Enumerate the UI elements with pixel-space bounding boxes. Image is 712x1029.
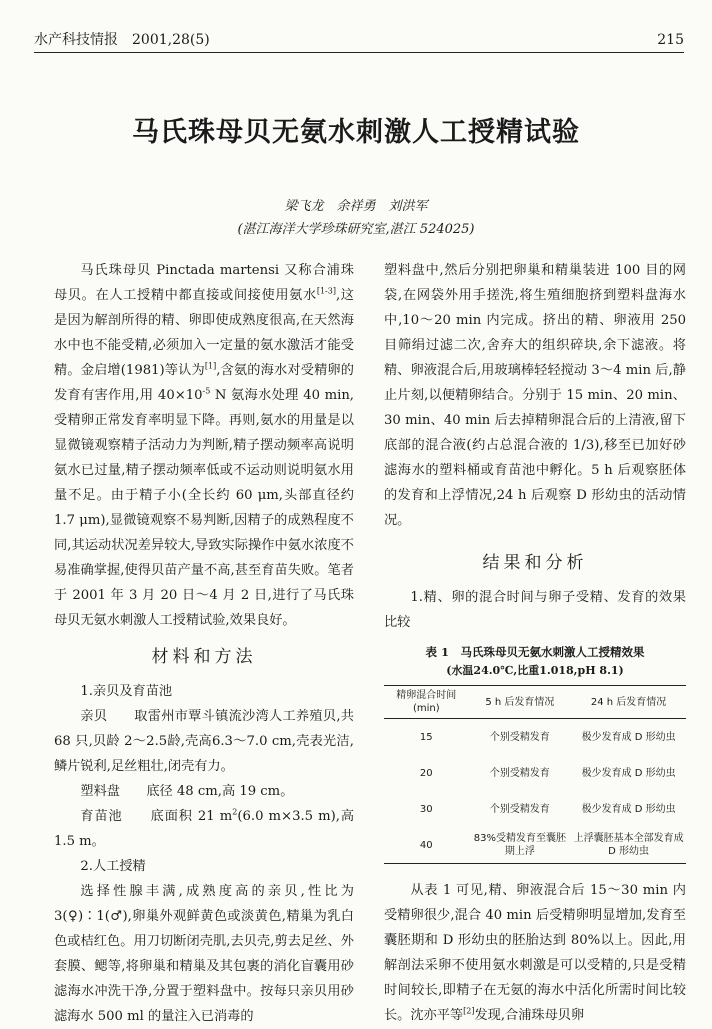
affiliation: (湛江海洋大学珍珠研究室,湛江 524025) [237,222,475,237]
running-header [34,30,684,53]
table-header-row [384,686,686,719]
paragraph-tray: 塑料盘 底径 48 cm,高 19 cm。 [80,784,294,799]
table-conditions: (水温24.0℃,比重1.018,pH 8.1) [446,664,624,677]
table-row [384,791,686,827]
citation: [2] [463,1006,475,1016]
paragraph-results: 从表 1 可见,精、卵液混合后 15～30 min 内受精卵很少,混合 40 min 后受精卵明显增加,发育至囊胚期和 D 形幼虫的胚胎达到 80%以上。因此,用解剖法采卵不使用氨水刺激是可以受精的,只是受精时间较长,即精子在无氨的海水中活化所需时间比较长。沈亦平等[2]发现,合浦珠母贝卵 [384,883,686,1023]
subheading-mixing-time: 1.精、卵的混合时间与卵子受精、发育的效果比较 [384,590,686,630]
table-cell: 20 [419,767,433,779]
table-cell: 个别受精发育 [489,803,550,815]
table-cell: 40 [419,839,433,851]
table-cell: 83%受精发育至囊胚期上浮 [473,833,566,857]
table-caption: 表 1 马氏珠母贝无氨水刺激人工授精效果 [425,645,645,659]
table-cell: 极少发育成 D 形幼虫 [581,767,676,779]
paragraph-fertilization: 选择性腺丰满,成熟度高的亲贝,性比为 3(♀)∶1(♂),卵巢外观鲜黄色或淡黄色,精巢为乳白色或桔红色。用刀切断闭壳肌,去贝壳,剪去足丝、外套膜、鳃等,将卵巢和精巢及其包裹的消化盲囊用砂滤海水冲洗干净,分置于塑料盘中。按每只亲贝用砂滤海水 500 ml 的量注入已消毒的 [54,884,354,1024]
table-header-cell: 24 h 后发育情况 [590,696,667,708]
table-row [384,719,686,756]
right-column [384,258,686,1028]
table-header-cell: 精卵混合时间(min) [396,690,457,714]
section-heading-results: 结果和分析 [482,553,588,573]
results-table [384,685,686,864]
exponent: -5 [202,386,211,396]
table-row [384,827,686,864]
paragraph-pool: 育苗池 底面积 21 $m^2(6.0$ m×3.5 m),高1.5 m。 [54,807,355,849]
exponent: 2 [232,807,238,817]
intro-paragraph: 马氏珠母贝 Pinctada martensi 又称合浦珠母贝。在人工授精中都直接或间接使用氨水[1-3],这是因为解剖所得的精、卵即使成熟度很高,在天然海水中也不能受精,必须加入一定量的氨水激活才能受精。金启增(1981)等认为[1],含氨的海水对受精卵的发育有害作用,用 $40\times 10^{-5}$ N 氨海水处理 40 min,受精卵正常发育率明显下降。再则,氨水的用量是以显微镜观察精子活动力为判断,精子摆动频率高说明氨水已过量,精子摆动频率低或不运动则说明氨水用量不足。由于精子小(全长约 60 μm,头部直径约1.7 μm),显微镜观察不易判断,因精子的成熟程度不同,其运动状况差异较大,导致实际操作中氨水浓度不易准确掌握,使得贝苗产量不高,甚至育苗失败。笔者于 2001 年 3 月 20 日～4 月 2 日,进行了马氏珠母贝无氨水刺激人工授精试验,效果良好。 [54,263,355,628]
table-cell: 极少发育成 D 形幼虫 [581,731,676,743]
section-heading-methods: 材料和方法 [151,647,257,667]
author-list: 梁飞龙 余祥勇 刘洪军 [284,199,428,214]
paragraph-parents: 亲贝 取雷州市覃斗镇流沙湾人工养殖贝,共 68 只,贝龄 2～2.5龄,壳高6.3～7.0 cm,壳表光洁,鳞片锐利,足丝粗壮,闭壳有力。 [54,709,354,774]
table-cell: 个别受精发育 [489,731,550,743]
citation: [1-3] [316,286,336,296]
left-column [54,258,354,1029]
citation: [1] [204,361,217,371]
table-cell: 极少发育成 D 形幼虫 [581,803,676,815]
table-header-cell: 5 h 后发育情况 [485,696,555,708]
table-cell: 30 [419,803,433,815]
journal-info: 水产科技情报 2001,28(5) [34,32,210,48]
table-cell: 上浮囊胚基本全部发育成 D 形幼虫 [573,833,684,857]
table-row [384,755,686,791]
subheading-fertilization: 2.人工授精 [80,859,146,874]
subheading-parents: 1.亲贝及育苗池 [80,684,173,699]
paper-title: 马氏珠母贝无氨水刺激人工授精试验 [132,117,580,148]
paragraph-continued: 塑料盘中,然后分别把卵巢和精巢装进 100 目的网袋,在网袋外用手搓洗,将生殖细胞挤到塑料盘海水中,10～20 min 内完成。挤出的精、卵液用 250 目筛绢过滤二次,舍弃大的组织碎块,余下滤液。将精、卵液混合后,用玻璃棒轻轻搅动 3～4 min 后,静止片刻,以便精卵结合。分别于 15 min、20 min、30 min、40 min 后去掉精卵混合后的上清液,留下底部的混合液(约占总混合液的 1/3),移至已加好砂滤海水的塑料桶或育苗池中孵化。5 h 后观察胚体的发育和上浮情况,24 h 后观察 D 形幼虫的活动情况。 [384,263,686,528]
table-cell: 15 [419,731,433,743]
page-number: 215 [657,32,684,48]
table-cell: 个别受精发育 [489,767,550,779]
